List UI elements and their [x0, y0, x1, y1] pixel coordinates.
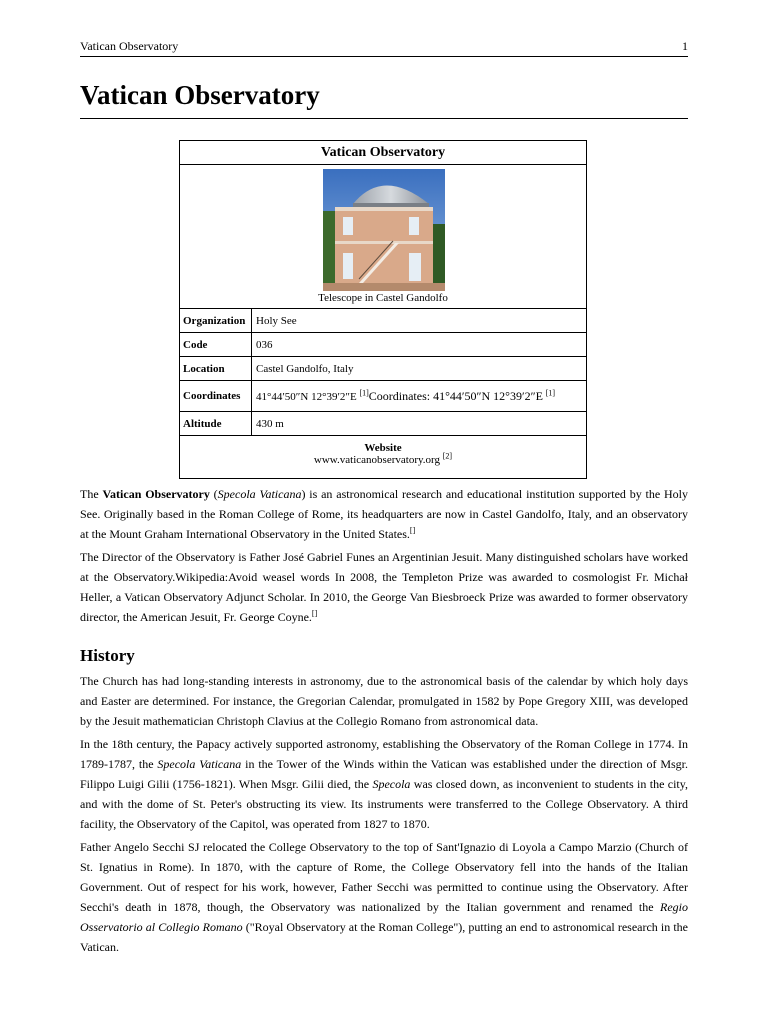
running-title: Vatican Observatory: [80, 39, 179, 53]
running-header: [80, 38, 688, 57]
infobox-row: [180, 357, 586, 381]
intro-section: [80, 484, 688, 630]
intro-paragraph: The Vatican Observatory (Specola Vaticana) is an astronomical research and educational institution supported by the Holy See. Originally based in the Roman College of Rome, its headquarters are now in Castel Gandolfo, Italy, and an observatory at the Mount Graham International Observatory in the United States.[]: [80, 487, 689, 541]
italic-term: Specola Vaticana: [157, 757, 242, 771]
intro-paragraph: The Director of the Observatory is Father José Gabriel Funes an Argentinian Jesuit. Many distinguished scholars have worked at the Observatory.Wikipedia:Avoid weasel words In 2008, the Templeton Prize was awarded to cosmologist Fr. Michał Heller, a Vatican Observatory Adjunct Scholar. In 2010, the George Van Biesbroeck Prize was awarded to former observatory director, the American Jesuit, Fr. George Coyne.[]: [80, 550, 688, 624]
row-label-code: Code: [180, 333, 252, 356]
observatory-photo[interactable]: [323, 169, 445, 291]
row-value-location: Castel Gandolfo, Italy: [256, 362, 354, 375]
coordinates-ref[interactable]: [1]: [359, 387, 369, 397]
italic-term: Specola Vaticana: [217, 487, 302, 501]
page-number: 1: [682, 39, 688, 53]
row-value-code: 036: [256, 338, 273, 351]
infobox-image-cell: [180, 165, 586, 309]
page-title: Vatican Observatory: [80, 80, 320, 110]
image-caption: Telescope in Castel Gandolfo: [318, 292, 448, 304]
infobox-website: [180, 436, 586, 478]
row-value-altitude: 430 m: [256, 417, 284, 430]
italic-term: Specola: [372, 777, 411, 791]
bold-term: Vatican Observatory: [102, 487, 210, 501]
history-paragraph: Father Angelo Secchi SJ relocated the College Observatory to the top of Sant'Ignazio di Loyola a Campo Marzio (Church of St. Ignatius in Rome). In 1870, with the capture of Rome, the College Observatory fell into the hands of the Italian Government. Out of respect for his work, however, Father Secchi was permitted to continue using the Observatory. After Secchi's death in 1878, though, the Observatory was nationalized by the Italian government and renamed the Regio Osservatorio al Collegio Romano ("Royal Observatory at the Roman College"), putting an end to astronomical research in the Vatican.: [80, 840, 688, 954]
infobox-row: [180, 333, 586, 357]
infobox-row: [180, 381, 586, 412]
section-heading-history: History: [80, 646, 135, 665]
infobox-heading: Vatican Observatory: [180, 141, 586, 165]
title-divider: [80, 118, 688, 119]
website-ref[interactable]: [2]: [442, 451, 453, 461]
coordinates-full: Coordinates: 41°44′50″N 12°39′2″E: [368, 388, 543, 403]
row-value-organization: Holy See: [256, 314, 297, 327]
row-value-coordinates: [252, 389, 555, 404]
infobox-row: [180, 309, 586, 333]
citation-ref[interactable]: []: [311, 609, 318, 618]
history-section: [80, 671, 688, 960]
history-paragraph: The Church has had long-standing interests in astronomy, due to the astronomical basis of the calendar by which holy days and Easter are determined. For instance, the Gregorian Calendar, promulgated in 1582 by Pope Gregory XIII, was developed by the Jesuit mathematician Christoph Clavius at the Collegio Romano from astronomical data.: [80, 674, 688, 728]
citation-ref[interactable]: []: [409, 526, 416, 535]
row-label-coordinates: Coordinates: [180, 381, 252, 411]
row-label-organization: Organization: [180, 309, 252, 332]
history-paragraph: In the 18th century, the Papacy actively supported astronomy, establishing the Observatory of the Roman College in 1774. In 1789-1787, the Specola Vaticana in the Tower of the Winds within the Vatican was established under the direction of Msgr. Filippo Luigi Gilii (1756-1821). When Msgr. Gilii died, the Specola was closed down, as inconvenient to students in the city, and with the dome of St. Peter's obstructing its view. Its instruments were transferred to the College Observatory. A third facility, the Observatory of the Capitol, was operated from 1827 to 1870.: [80, 737, 689, 831]
website-link[interactable]: www.vaticanobservatory.org: [313, 454, 440, 466]
italic-term: Regio Osservatorio al Collegio Romano: [80, 900, 688, 934]
coordinates-link[interactable]: 41°44′50″N 12°39′2″E: [256, 390, 357, 403]
website-label: Website: [364, 442, 402, 454]
coordinates-ref[interactable]: [1]: [545, 387, 556, 397]
row-label-location: Location: [180, 357, 252, 380]
row-label-altitude: Altitude: [180, 412, 252, 435]
infobox: [179, 140, 587, 479]
infobox-row: [180, 412, 586, 436]
